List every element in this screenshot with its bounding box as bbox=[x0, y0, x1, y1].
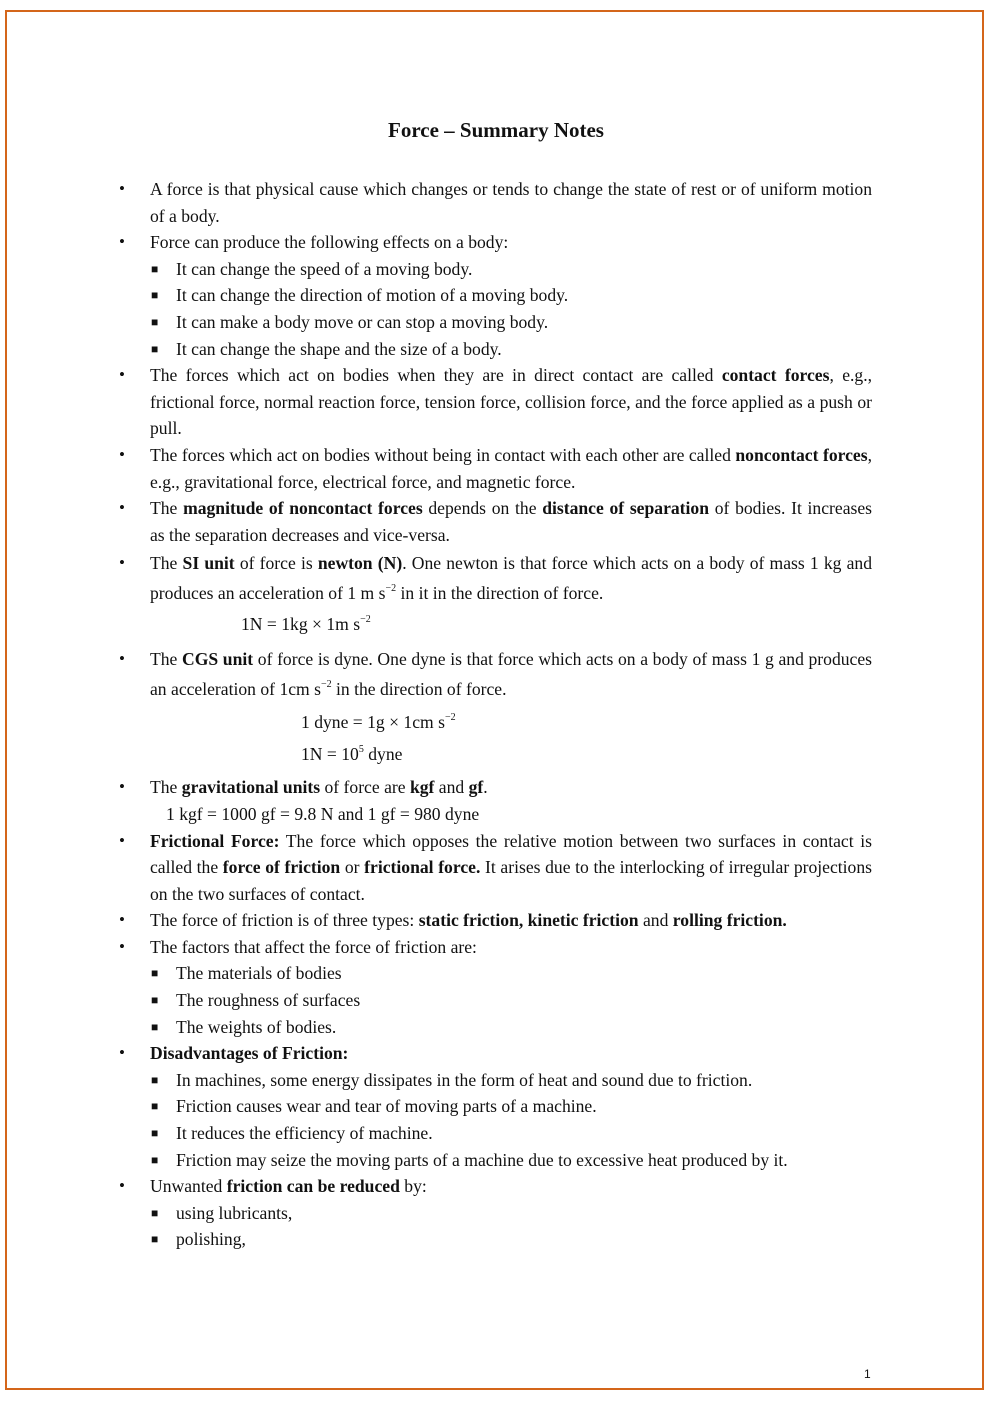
bullet-icon: • bbox=[119, 649, 125, 669]
list-item: • The forces which act on bodies without being in contact with each other are called noncontact forces, e.g., gravitational force, electrical force, and magnetic force. bbox=[116, 442, 872, 495]
unit-expression: 1 m $s^{-2}$ bbox=[347, 583, 397, 604]
page-title: Force – Summary Notes bbox=[388, 118, 604, 142]
bullet-icon: • bbox=[119, 936, 125, 956]
bullet-icon: • bbox=[119, 777, 125, 797]
square-bullet-icon: ■ bbox=[151, 1126, 159, 1141]
conversion-line: 1 kgf = 1000 gf = 9.8 N and 1 gf = 980 dyne bbox=[166, 803, 480, 824]
square-bullet-icon: ■ bbox=[151, 1232, 159, 1247]
equation: 1 dyne = 1g × 1cm $s^{-2}$ bbox=[301, 712, 456, 733]
list-item: • Force can produce the following effects on a body: bbox=[116, 229, 872, 256]
list-item: • The magnitude of noncontact forces depends on the distance of separation of bodies. It increases as the separation decreases and vice-versa. bbox=[116, 495, 872, 548]
sub-list-item: ■ The weights of bodies. bbox=[116, 1014, 872, 1041]
square-bullet-icon: ■ bbox=[151, 966, 159, 981]
list-item: • The SI unit of force is newton (N). One newton is that force which acts on a body of mass 1 kg and produces an acceleration of 1 m $s^{-2}$ in it in the direction of force. bbox=[116, 548, 872, 608]
bullet-icon: • bbox=[119, 1043, 125, 1063]
square-bullet-icon: ■ bbox=[151, 288, 159, 303]
list-item: • A force is that physical cause which changes or tends to change the state of rest or of uniform motion of a body. bbox=[116, 176, 872, 229]
list-item: • The force of friction is of three types: static friction, kinetic friction and rolling friction. bbox=[116, 907, 872, 934]
list-item: • The forces which act on bodies when they are in direct contact are called contact forces, e.g., frictional force, normal reaction force, tension force, collision force, and the force applied as a push or pull. bbox=[116, 362, 872, 442]
square-bullet-icon: ■ bbox=[151, 261, 159, 276]
list-item: • The factors that affect the force of friction are: bbox=[116, 934, 872, 961]
equation: $1N = 10^5$ dyne bbox=[301, 744, 403, 765]
square-bullet-icon: ■ bbox=[151, 1152, 159, 1167]
list-item: • The gravitational units of force are kgf and gf. bbox=[116, 774, 872, 801]
bullet-icon: • bbox=[119, 232, 125, 252]
page-number: 1 bbox=[864, 1367, 871, 1381]
sub-list-item: ■ polishing, bbox=[116, 1226, 872, 1253]
sub-list-item: ■ In machines, some energy dissipates in the form of heat and sound due to friction. bbox=[116, 1067, 872, 1094]
bullet-icon: • bbox=[119, 179, 125, 198]
square-bullet-icon: ■ bbox=[151, 1205, 159, 1220]
sub-list-item: ■ using lubricants, bbox=[116, 1200, 872, 1227]
unit-expression: 1cm $s^{-2}$ bbox=[279, 679, 332, 700]
square-bullet-icon: ■ bbox=[151, 993, 159, 1008]
square-bullet-icon: ■ bbox=[151, 341, 159, 356]
square-bullet-icon: ■ bbox=[151, 1099, 159, 1114]
bullet-icon: • bbox=[119, 1176, 125, 1196]
notes-list bbox=[116, 176, 872, 1253]
list-item: • Disadvantages of Friction: bbox=[116, 1040, 872, 1067]
sub-list-item: ■ It can change the shape and the size of a body. bbox=[116, 336, 872, 363]
bullet-icon: • bbox=[119, 553, 125, 573]
sub-list-item: ■ It can change the direction of motion of a moving body. bbox=[116, 282, 872, 309]
bullet-icon: • bbox=[119, 498, 125, 518]
bullet-icon: • bbox=[119, 365, 125, 385]
sub-list-item: ■ The roughness of surfaces bbox=[116, 987, 872, 1014]
equation: 1N = 1kg × 1m $s^{-2}$ bbox=[241, 614, 371, 635]
list-item: • Frictional Force: The force which opposes the relative motion between two surfaces in contact is called the force of friction or frictional force. It arises due to the interlocking of irregular projections on the two surfaces of contact. bbox=[116, 828, 872, 908]
sub-list-item: ■ The materials of bodies bbox=[116, 960, 872, 987]
bullet-icon: • bbox=[119, 910, 125, 930]
square-bullet-icon: ■ bbox=[151, 1019, 159, 1034]
sub-list-item: ■ It can change the speed of a moving body. bbox=[116, 256, 872, 283]
square-bullet-icon: ■ bbox=[151, 1072, 159, 1087]
sub-list-item: ■ It reduces the efficiency of machine. bbox=[116, 1120, 872, 1147]
bullet-icon: • bbox=[119, 830, 125, 850]
list-item: • The CGS unit of force is dyne. One dyne is that force which acts on a body of mass 1 g and produces an acceleration of 1cm $s^{-2}$ in the direction of force. bbox=[116, 644, 872, 704]
sub-list-item: ■ It can make a body move or can stop a moving body. bbox=[116, 309, 872, 336]
sub-list-item: ■ Friction causes wear and tear of moving parts of a machine. bbox=[116, 1093, 872, 1120]
square-bullet-icon: ■ bbox=[151, 314, 159, 329]
sub-list-item: ■ Friction may seize the moving parts of a machine due to excessive heat produced by it. bbox=[116, 1147, 872, 1174]
list-item: • Unwanted friction can be reduced by: bbox=[116, 1173, 872, 1200]
bullet-icon: • bbox=[119, 444, 125, 464]
